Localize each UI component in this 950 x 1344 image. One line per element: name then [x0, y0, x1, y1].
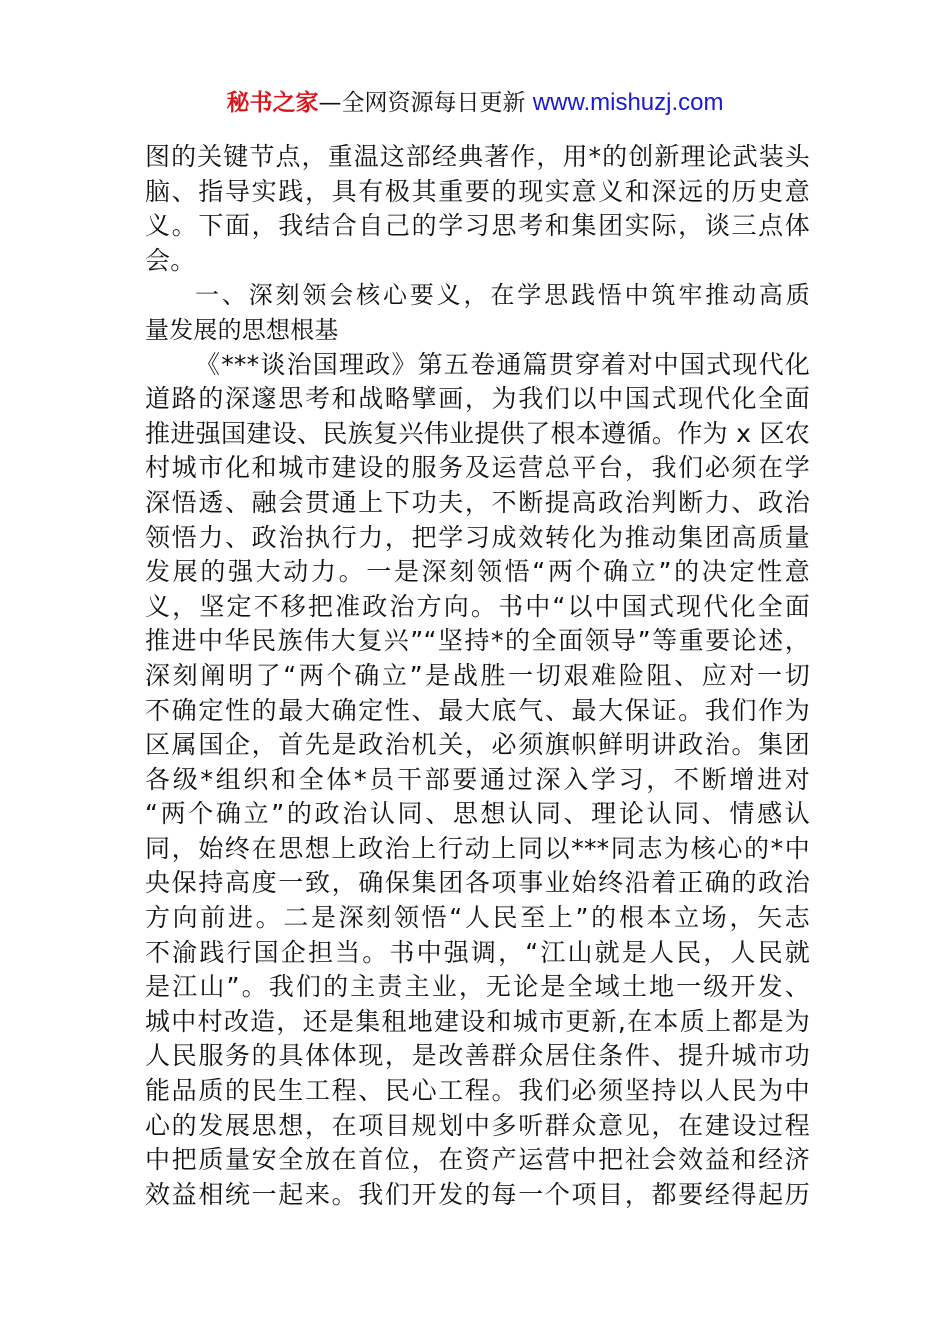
text-line: 村城市化和城市建设的服务及运营总平台，我们必须在学 [145, 453, 810, 483]
text-line: 城中村改造，还是集租地建设和城市更新,在本质上都是为 [145, 1006, 810, 1036]
text-line: 领悟力、政治执行力，把学习成效转化为推动集团高质量 [145, 522, 810, 552]
text-line: 《***谈治国理政》第五卷通篇贯穿着对中国式现代化 [195, 349, 810, 379]
site-url-link[interactable]: www.mishuzj.com [532, 89, 724, 116]
text-line: 效益相统一起来。我们开发的每一个项目，都要经得起历 [145, 1179, 810, 1209]
text-line: 会。 [145, 245, 196, 275]
text-line: 深悟透、融会贯通上下功夫，不断提高政治判断力、政治 [145, 487, 810, 517]
text-line: 心的发展思想，在项目规划中多听群众意见，在建设过程 [145, 1110, 810, 1140]
text-line: 不确定性的最大确定性、最大底气、最大保证。我们作为 [145, 695, 810, 725]
text-line: “两个确立”的政治认同、思想认同、理论认同、情感认 [145, 799, 810, 829]
document-body [145, 140, 810, 1212]
text-line: 人民服务的具体体现，是改善群众居住条件、提升城市功 [145, 1041, 810, 1071]
site-slogan: —全网资源每日更新 [318, 90, 533, 116]
text-line: 义。下面，我结合自己的学习思考和集团实际，谈三点体 [145, 211, 810, 241]
text-line: 央保持高度一致，确保集团各项事业始终沿着正确的政治 [145, 868, 810, 898]
text-line: 方向前进。二是深刻领悟“人民至上”的根本立场，矢志 [145, 903, 810, 933]
text-line: 中把质量安全放在首位，在资产运营中把社会效益和经济 [145, 1145, 810, 1175]
text-line: 图的关键节点，重温这部经典著作，用*的创新理论武装头 [145, 142, 810, 171]
site-brand-name: 秘书之家 [226, 90, 319, 116]
text-line: 道路的深邃思考和战略擘画，为我们以中国式现代化全面 [145, 384, 810, 414]
text-line: 不渝践行国企担当。书中强调，“江山就是人民，人民就 [145, 937, 810, 967]
section-heading-line: 量发展的思想根基 [145, 315, 339, 344]
text-line: 推进中华民族伟大复兴”“坚持*的全面领导”等重要论述， [145, 626, 810, 656]
text-line: 发展的强大动力。一是深刻领悟“两个确立”的决定性意 [145, 557, 810, 587]
text-line: 推进强国建设、民族复兴伟业提供了根本遵循。作为 x 区农 [145, 418, 810, 448]
section-heading-line: 一、深刻领会核心要义，在学思践悟中筑牢推动高质 [195, 281, 810, 310]
text-line: 同，始终在思想上政治上行动上同以***同志为核心的*中 [145, 833, 810, 863]
text-line: 是江山”。我们的主责主业，无论是全域土地一级开发、 [145, 972, 810, 1002]
text-line: 区属国企，首先是政治机关，必须旗帜鲜明讲政治。集团 [145, 730, 810, 760]
text-line: 脑、指导实践，具有极其重要的现实意义和深远的历史意 [145, 176, 810, 206]
text-line: 深刻阐明了“两个确立”是战胜一切艰难险阻、应对一切 [145, 660, 810, 690]
text-line: 义，坚定不移把准政治方向。书中“以中国式现代化全面 [145, 591, 810, 621]
site-header-banner [0, 88, 950, 118]
text-line: 能品质的民生工程、民心工程。我们必须坚持以人民为中 [145, 1076, 810, 1106]
text-line: 各级*组织和全体*员干部要通过深入学习，不断增进对 [145, 764, 810, 794]
